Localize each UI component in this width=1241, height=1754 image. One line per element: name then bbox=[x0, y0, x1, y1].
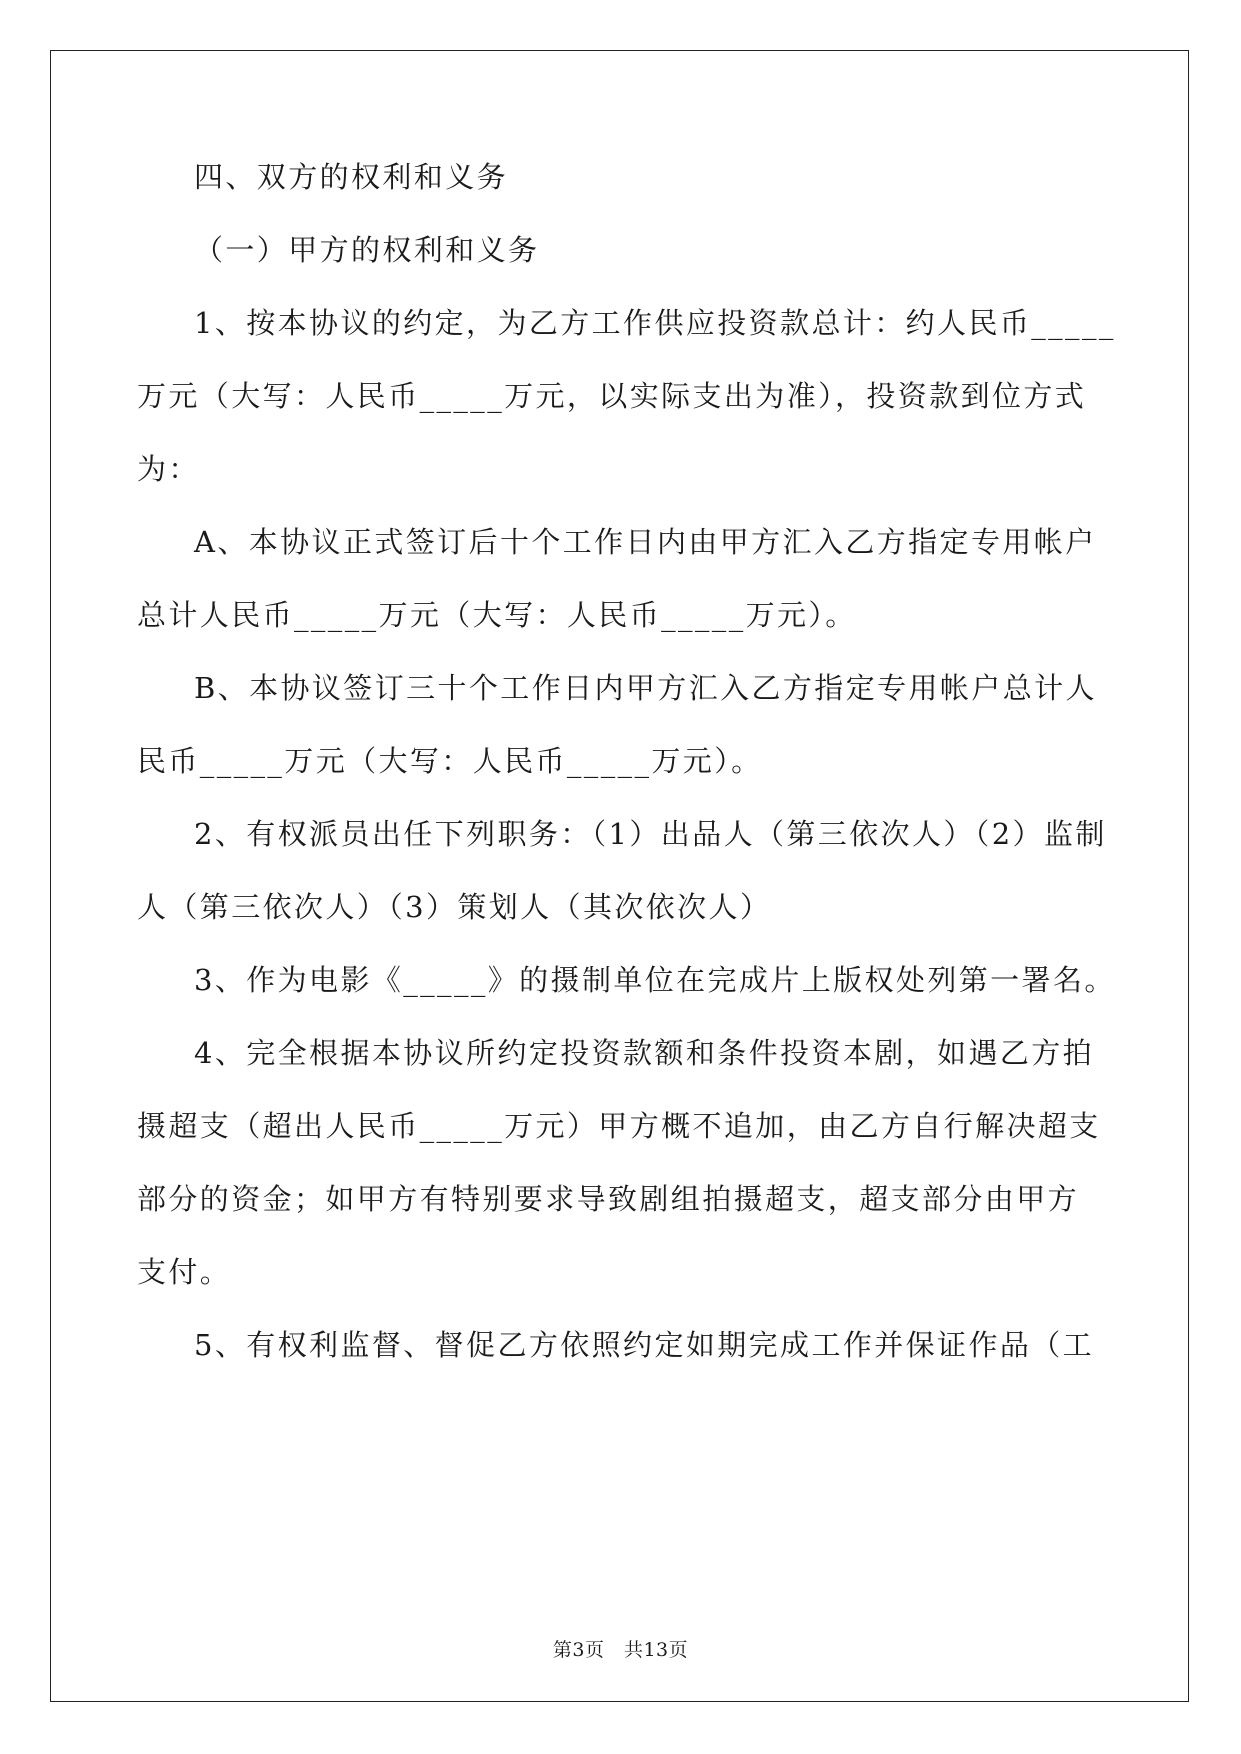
body-text-line: 4、完全根据本协议所约定投资款额和条件投资本剧，如遇乙方拍 bbox=[194, 1036, 1095, 1070]
subsection-heading: （一）甲方的权利和义务 bbox=[194, 233, 540, 267]
body-text-line: 总计人民币_____万元（大写：人民币_____万元）。 bbox=[137, 598, 857, 632]
body-text-line: 2、有权派员出任下列职务：（1）出品人（第三依次人）（2）监制 bbox=[194, 817, 1107, 851]
body-text-line: 3、作为电影《_____》的摄制单位在完成片上版权处列第一署名。 bbox=[194, 963, 1116, 997]
body-text-line: 民币_____万元（大写：人民币_____万元）。 bbox=[137, 744, 763, 778]
body-text-line: 为： bbox=[137, 452, 200, 486]
body-text-line: 5、有权利监督、督促乙方依照约定如期完成工作并保证作品（工 bbox=[194, 1328, 1095, 1362]
body-text-line: 支付。 bbox=[137, 1255, 232, 1289]
body-text-line: 摄超支（超出人民币_____万元）甲方概不追加，由乙方自行解决超支 bbox=[137, 1109, 1101, 1143]
page-number-footer: 第3页 共13页 bbox=[552, 1639, 689, 1661]
body-text-line: 人（第三依次人）（3）策划人（其次依次人） bbox=[137, 890, 772, 924]
body-text-line: 万元（大写：人民币_____万元，以实际支出为准），投资款到位方式 bbox=[137, 379, 1087, 413]
body-text-line: B、本协议签订三十个工作日内甲方汇入乙方指定专用帐户总计人 bbox=[194, 671, 1097, 705]
page-frame bbox=[50, 50, 1189, 1702]
body-text-line: A、本协议正式签订后十个工作日内由甲方汇入乙方指定专用帐户 bbox=[194, 525, 1097, 559]
body-text-line: 1、按本协议的约定，为乙方工作供应投资款总计：约人民币_____ bbox=[194, 306, 1116, 340]
body-text-line: 部分的资金；如甲方有特别要求导致剧组拍摄超支，超支部分由甲方 bbox=[137, 1182, 1080, 1216]
section-heading: 四、双方的权利和义务 bbox=[194, 160, 509, 194]
